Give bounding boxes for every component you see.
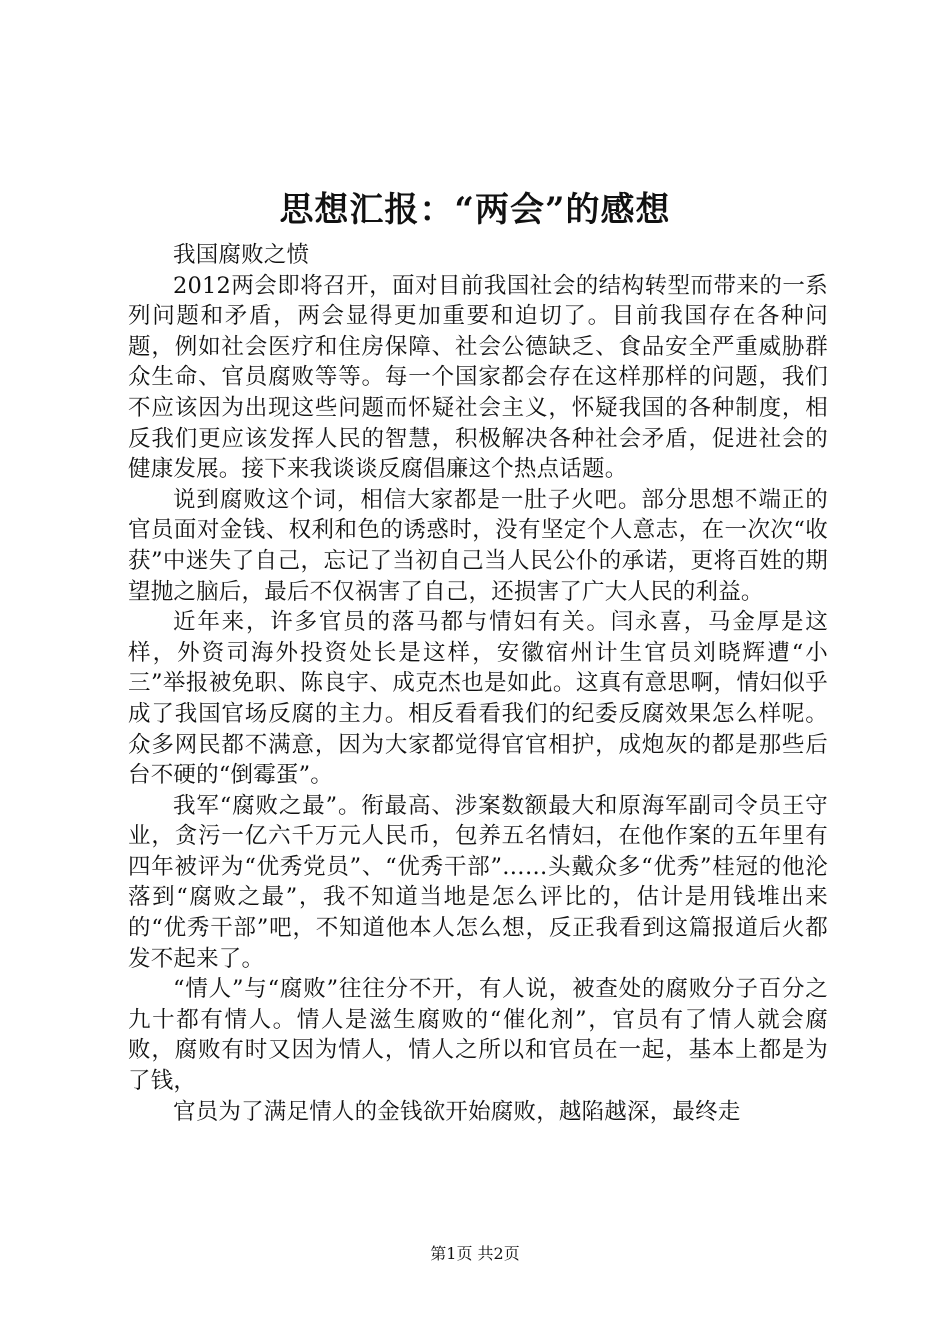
document-body xyxy=(128,240,828,1127)
paragraph: “情人”与“腐败”往往分不开，有人说，被查处的腐败分子百分之九十都有情人。情人是滋生腐败的“催化剂”，官员有了情人就会腐败，腐败有时又因为情人，情人之所以和官员在一起，基本上都是为了钱， xyxy=(128,976,828,1095)
paragraph: 我军“腐败之最”。衔最高、涉案数额最大和原海军副司令员王守业，贪污一亿六千万元人民币，包养五名情妇，在他作案的五年里有四年被评为“优秀党员”、“优秀干部”……头戴众多“优秀”桂冠的他沦落到“腐败之最”，我不知道当地是怎么评比的，估计是用钱堆出来的“优秀干部”吧，不知道他本人怎么想，反正我看到这篇报道后火都发不起来了。 xyxy=(128,792,828,972)
paragraph: 2012两会即将召开，面对目前我国社会的结构转型而带来的一系列问题和矛盾，两会显得更加重要和迫切了。目前我国存在各种问题，例如社会医疗和住房保障、社会公德缺乏、食品安全严重威胁群众生命、官员腐败等等。每一个国家都会存在这样那样的问题，我们不应该因为出现这些问题而怀疑社会主义，怀疑我国的各种制度，相反我们更应该发挥人民的智慧，积极解决各种社会矛盾，促进社会的健康发展。接下来我谈谈反腐倡廉这个热点话题。 xyxy=(128,272,828,483)
section-subheading: 我国腐败之愤 xyxy=(173,242,310,268)
paragraph: 近年来，许多官员的落马都与情妇有关。闫永喜，马金厚是这样，外资司海外投资处长是这样，安徽宿州计生官员刘晓辉遭“小三”举报被免职、陈良宇、成克杰也是如此。这真有意思啊，情妇似乎成了我国官场反腐的主力。相反看看我们的纪委反腐效果怎么样呢。众多网民都不满意，因为大家都觉得官官相护，成炮灰的都是那些后台不硬的“倒霉蛋”。 xyxy=(128,609,828,789)
document-title: 思想汇报：“两会”的感想 xyxy=(279,190,671,230)
paragraph: 说到腐败这个词，相信大家都是一肚子火吧。部分思想不端正的官员面对金钱、权利和色的诱惑时，没有坚定个人意志，在一次次“收获”中迷失了自己，忘记了当初自己当人民公仆的承诺，更将百姓的期望抛之脑后，最后不仅祸害了自己，还损害了广大人民的利益。 xyxy=(128,486,828,605)
paragraph: 官员为了满足情人的金钱欲开始腐败，越陷越深，最终走 xyxy=(173,1098,741,1125)
page-number-footer: 第1页 共2页 xyxy=(430,1244,520,1263)
